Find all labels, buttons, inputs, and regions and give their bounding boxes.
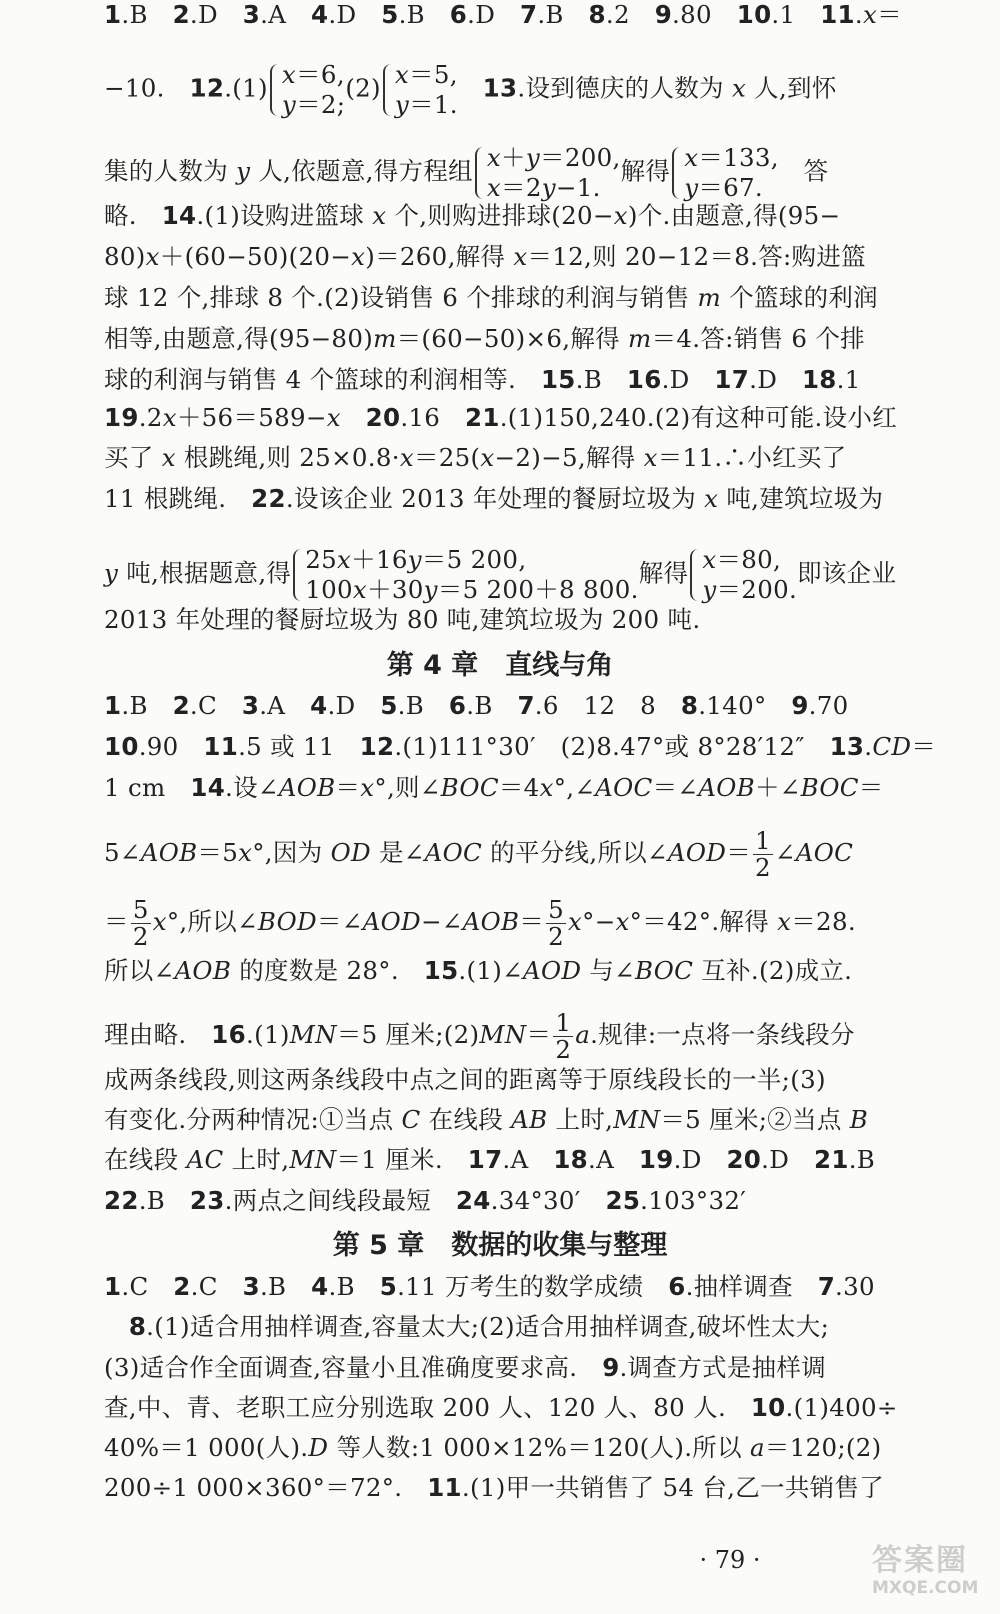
text-line: 1.B 2.D 3.A 4.D 5.B 6.D 7.B 8.2 9.80 10.1 11.x＝ — [104, 0, 902, 29]
watermark-bottom: MXQE.COM — [872, 1578, 979, 1598]
text-line: 球的利润与销售 4 个篮球的利润相等. 15.B 16.D 17.D 18.1 — [104, 365, 861, 394]
text-line: 理由略. 16.(1)MN＝5 厘米;(2)MN＝ $\frac{1}{2}$ a.规律:一点将一条线段分 — [104, 1008, 855, 1064]
text-line: 在线段 AC 上时,MN＝1 厘米. 17.A 18.A 19.D 20.D 21.B — [104, 1145, 876, 1174]
text-line: 查,中、青、老职工应分别选取 200 人、120 人、80 人. 10.(1)400÷ — [104, 1393, 898, 1422]
text-line: −10. 12.(1) x＝6, y＝2; (2) x＝5, y＝1. 13.设到德庆的人数为 x 人,到怀 — [104, 60, 837, 119]
text-line: 19.2x＋56＝589−x 20.16 21.(1)150,240.(2)有这种可能.设小红 — [104, 403, 897, 432]
watermark-top: 答案圈 — [872, 1543, 968, 1578]
chapter-heading: 第 4 章 直线与角 — [386, 650, 614, 681]
text-line: y 吨,根据题意,得 25x＋16y＝5 200, 100x＋30y＝5 200＋8 800. 解得 x＝80, y＝200. 即该企业 — [104, 545, 897, 604]
text-line: 22.B 23.两点之间线段最短 24.34°30′ 25.103°32′ — [104, 1186, 747, 1215]
text-line: 买了 x 根跳绳,则 25×0.8·x＝25(x−2)−5,解得 x＝11.∴小红买了 — [104, 443, 847, 472]
text-line: 有变化.分两种情况:①当点 C 在线段 AB 上时,MN＝5 厘米;②当点 B — [104, 1105, 869, 1134]
text-line: 8.(1)适合用抽样调查,容量太大;(2)适合用抽样调查,破坏性太大; — [128, 1312, 830, 1341]
text-line: 集的人数为 y 人,依题意,得方程组 x＋y＝200, x＝2y−1. 解得 x＝133, y＝67. 答 — [104, 143, 829, 202]
text-line: 40%＝1 000(人).D 等人数:1 000×12%＝120(人).所以 a＝120;(2) — [104, 1433, 882, 1462]
text-line: 200÷1 000×360°＝72°. 11.(1)甲一共销售了 54 台,乙一共销售了 — [104, 1473, 885, 1502]
text-line: 1 cm 14.设∠AOB＝x°,则∠BOC＝4x°,∠AOC＝∠AOB＋∠BOC＝ — [104, 773, 884, 802]
text-line: (3)适合作全面调查,容量小且准确度要求高. 9.调查方式是抽样调 — [104, 1353, 827, 1382]
text-line: ＝ $\frac{5}{2}$ x°,所以∠BOD＝∠AOD−∠AOB＝ $\frac{5}{2}$ x°−x°＝42°.解得 x＝28. — [104, 895, 856, 951]
chapter-heading: 第 5 章 数据的收集与整理 — [332, 1230, 668, 1261]
text-line: 1.C 2.C 3.B 4.B 5.11 万考生的数学成绩 6.抽样调查 7.30 — [104, 1272, 875, 1301]
text-line: 略. 14.(1)设购进篮球 x 个,则购进排球(20−x)个.由题意,得(95− — [104, 201, 841, 230]
text-line: 5∠AOB＝5x°,因为 OD 是∠AOC 的平分线,所以∠AOD＝ $\frac{1}{2}$ ∠AOC — [104, 826, 854, 882]
text-line: 10.90 11.5 或 11 12.(1)111°30′ (2)8.47°或 8°28′12″ 13.CD＝ — [104, 732, 937, 761]
watermark-logo — [872, 1544, 982, 1600]
text-line: 2013 年处理的餐厨垃圾为 80 吨,建筑垃圾为 200 吨. — [104, 605, 701, 634]
text-line: 所以∠AOB 的度数是 28°. 15.(1)∠AOD 与∠BOC 互补.(2)成立. — [104, 956, 853, 985]
page-number: · 79 · — [699, 1546, 761, 1574]
text-line: 球 12 个,排球 8 个.(2)设销售 6 个排球的利润与销售 m 个篮球的利润 — [104, 283, 878, 312]
text-line: 成两条线段,则这两条线段中点之间的距离等于原线段长的一半;(3) — [104, 1065, 826, 1094]
text-line: 相等,由题意,得(95−80)m＝(60−50)×6,解得 m＝4.答:销售 6 个排 — [104, 324, 865, 353]
text-line: 1.B 2.C 3.A 4.D 5.B 6.B 7.6 12 8 8.140° 9.70 — [104, 691, 849, 720]
text-line: 11 根跳绳. 22.设该企业 2013 年处理的餐厨垃圾为 x 吨,建筑垃圾为 — [104, 484, 884, 513]
text-line: 80)x＋(60−50)(20−x)＝260,解得 x＝12,则 20−12＝8.答:购进篮 — [104, 242, 866, 271]
